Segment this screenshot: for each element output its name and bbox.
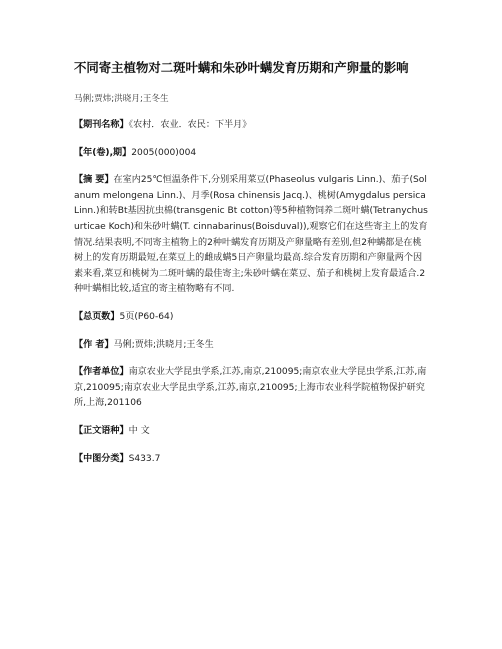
field-authors (74, 338, 428, 354)
field-abstract (74, 173, 428, 298)
field-value: 2005(000)004 (131, 147, 197, 158)
field-value: 在室内25℃恒温条件下,分别采用菜豆(Phaseolus vulgaris Linn.)、茄子(Solanum melongena Linn.)、月季(Rosa chinensis Jacq.)、桃树(Amygdalus persica Linn.)和转Bt基因抗虫棉(transgenic Bt cotton)等5种植物饲养二斑叶螨(Tetranychus urticae Koch)和朱砂叶螨(T. cinnabarinus(Boisduval)),观察它们在这些寄主上的发育情况.结果表明,不同寄主植物上的2种叶螨发育历期及产卵量略有差别,但2种螨都是在桃树上的发育历期最短,在菜豆上的雌成螨5日产卵量均最高.综合发育历期和产卵量两个因素来看,菜豆和桃树为二斑叶螨的最佳寄主;朱砂叶螨在菜豆、茄子和桃树上发育最适合.2种叶螨相比较,适宜的寄主植物略有不同. (74, 175, 428, 295)
field-value: 《农村．农业．农民：下半月》 (128, 120, 252, 130)
document-title: 不同寄主植物对二斑叶螨和朱砂叶螨发育历期和产卵量的影响 (74, 60, 409, 75)
field-year-volume-issue (74, 146, 428, 162)
field-classification (74, 452, 428, 468)
field-value: 马俐;贾炜;洪晓月;王冬生 (113, 339, 214, 350)
field-label: 【作 者】 (74, 339, 114, 350)
field-journal-name (74, 118, 428, 134)
field-label: 【正文语种】 (74, 425, 129, 436)
field-total-pages (74, 310, 428, 326)
field-label: 【作者单位】 (74, 367, 129, 378)
field-value: 中 文 (128, 425, 150, 436)
field-label: 【期刊名称】 (74, 120, 129, 130)
field-value: 南京农业大学昆虫学系,江苏,南京,210095;南京农业大学昆虫学系,江苏,南京,210095;南京农业大学昆虫学系,江苏,南京,210095;上海市农业科学院植物保护研究所,上海,201106 (74, 367, 427, 409)
field-author-affiliation (74, 365, 428, 412)
field-label: 【摘 要】 (74, 175, 114, 186)
field-value: S433.7 (128, 453, 161, 464)
field-label: 【年(卷),期】 (74, 147, 132, 158)
field-value: 5页(P60-64) (119, 311, 174, 322)
field-label: 【中图分类】 (74, 453, 129, 464)
field-label: 【总页数】 (74, 311, 120, 322)
authors-line: 马俐;贾炜;洪晓月;王冬生 (74, 94, 169, 104)
field-language (74, 424, 428, 440)
